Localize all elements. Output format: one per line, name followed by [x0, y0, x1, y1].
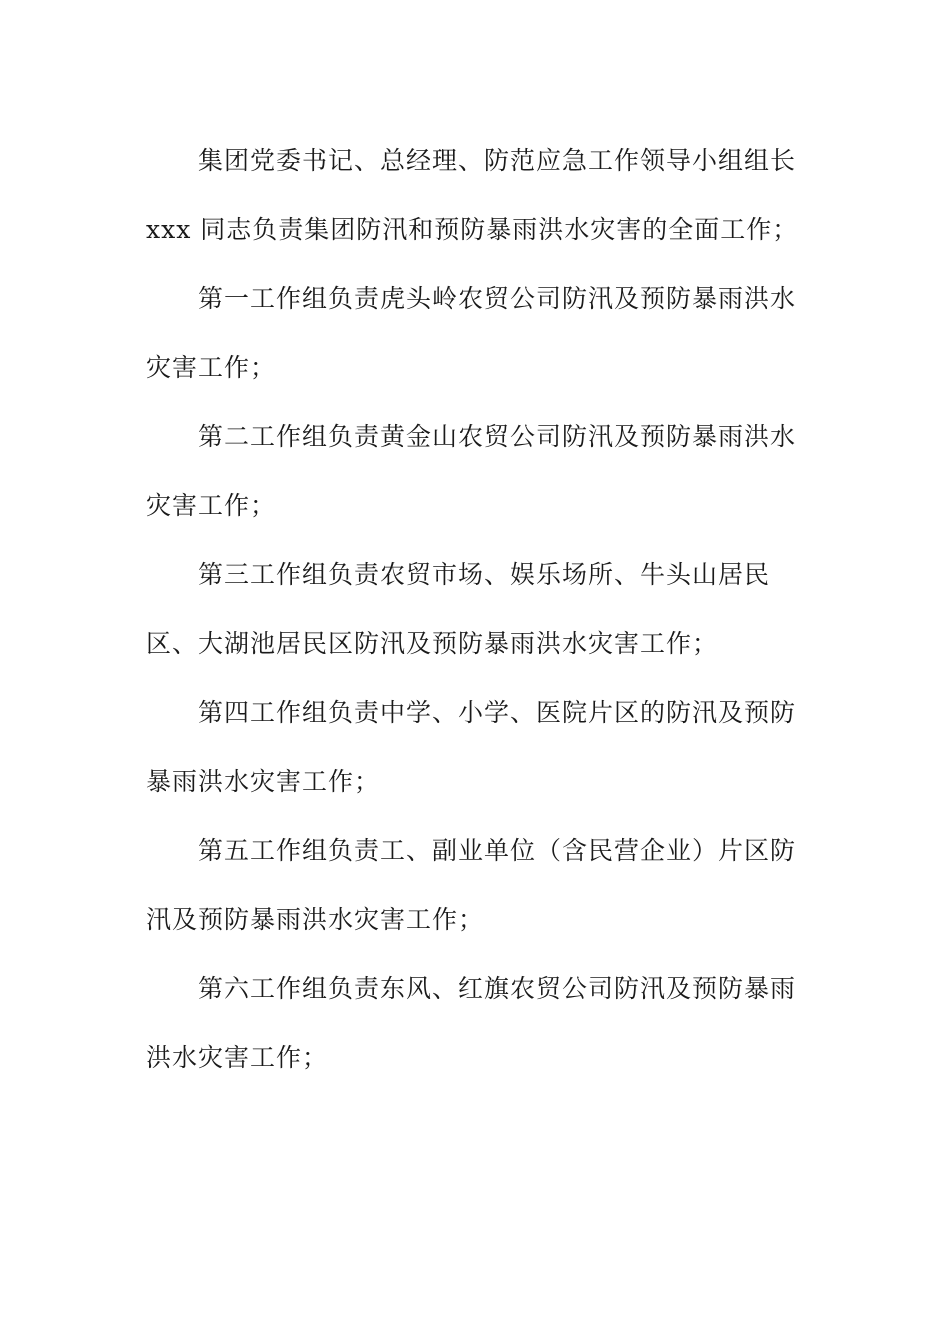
paragraph-line: 暴雨洪水灾害工作；: [146, 767, 381, 796]
paragraph-line: 洪水灾害工作；: [146, 1043, 329, 1072]
paragraph-group-6: [146, 954, 806, 1092]
paragraph-group-5: [146, 816, 806, 954]
paragraph-leader: [146, 126, 806, 264]
paragraph-line: 区、大湖池居民区防汛及预防暴雨洪水灾害工作；: [146, 629, 719, 658]
document-body: [146, 126, 806, 1092]
paragraph-line: 第三工作组负责农贸市场、娱乐场所、牛头山居民: [198, 560, 771, 589]
paragraph-line: 第六工作组负责东风、红旗农贸公司防汛及预防暴雨: [198, 974, 797, 1003]
paragraph-line: 集团党委书记、总经理、防范应急工作领导小组组长: [198, 146, 797, 175]
paragraph-line: 第一工作组负责虎头岭农贸公司防汛及预防暴雨洪水: [198, 284, 797, 313]
paragraph-group-1: [146, 264, 806, 402]
paragraph-line: 灾害工作；: [146, 491, 277, 520]
paragraph-line: 汛及预防暴雨洪水灾害工作；: [146, 905, 485, 934]
paragraph-line: 灾害工作；: [146, 353, 277, 382]
paragraph-group-2: [146, 402, 806, 540]
paragraph-group-4: [146, 678, 806, 816]
paragraph-line: xxx 同志负责集团防汛和预防暴雨洪水灾害的全面工作；: [146, 215, 799, 244]
paragraph-line: 第二工作组负责黄金山农贸公司防汛及预防暴雨洪水: [198, 422, 797, 451]
paragraph-line: 第四工作组负责中学、小学、医院片区的防汛及预防: [198, 698, 797, 727]
paragraph-group-3: [146, 540, 806, 678]
paragraph-line: 第五工作组负责工、副业单位（含民营企业）片区防: [198, 836, 797, 865]
